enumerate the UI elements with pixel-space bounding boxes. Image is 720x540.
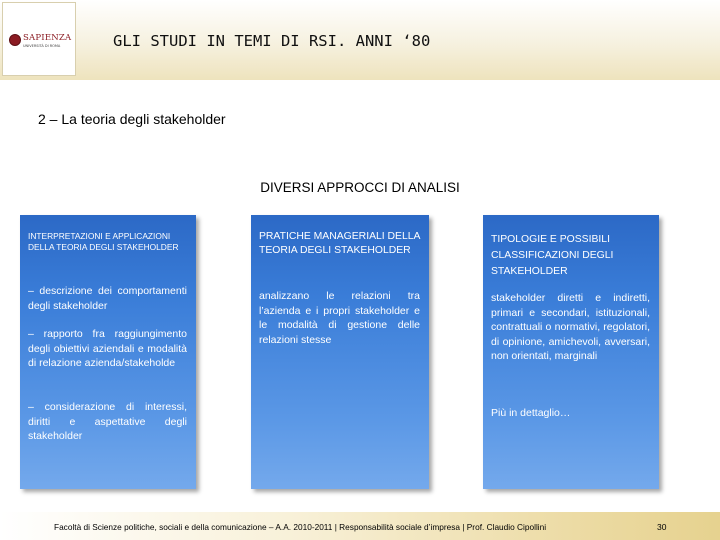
more-detail-link[interactable]: Più in dettaglio… bbox=[491, 407, 571, 419]
panel-item: – descrizione dei comportamenti degli stakeholder bbox=[28, 285, 187, 312]
slide-subtitle: 2 – La teoria degli stakeholder bbox=[38, 111, 226, 127]
panel-title: TIPOLOGIE E POSSIBILI CLASSIFICAZIONI DEGLI STAKEHOLDER bbox=[491, 234, 614, 277]
page-number: 30 bbox=[657, 522, 667, 532]
panel-interpretazioni bbox=[20, 215, 196, 489]
panel-item: – rapporto fra raggiungimento degli obiettivi aziendali e modalità di relazione azienda/stakeholde bbox=[28, 328, 187, 369]
header-band bbox=[0, 0, 720, 80]
section-title: DIVERSI APPROCCI DI ANALISI bbox=[260, 180, 460, 195]
slide-title: GLI STUDI IN TEMI DI RSI. ANNI ‘80 bbox=[113, 32, 431, 50]
panel-pratiche-manageriali bbox=[251, 215, 429, 489]
seal-icon bbox=[9, 34, 21, 46]
footer-band bbox=[0, 512, 720, 540]
panel-title: INTERPRETAZIONI E APPLICAZIONI DELLA TEORIA DEGLI STAKEHOLDER bbox=[28, 231, 179, 252]
panel-tipologie bbox=[483, 215, 659, 489]
panel-title: PRATICHE MANAGERIALI DELLA TEORIA DEGLI STAKEHOLDER bbox=[259, 231, 420, 256]
footer-text: Facoltà di Scienze politiche, sociali e della comunicazione – A.A. 2010-2011 | Responsabilità sociale d’impresa | Prof. Claudio Cipollini bbox=[54, 522, 547, 532]
panel-item: stakeholder diretti e indiretti, primari e secondari, istituzionali, contrattuali o normativi, regolatori, di opinione, amichevoli, avversari, non orientati, marginali bbox=[491, 292, 650, 362]
panel-item: – considerazione di interessi, diritti e aspettative degli stakeholder bbox=[28, 401, 187, 442]
logo-name: SAPIENZA bbox=[23, 33, 72, 43]
logo-subtitle: UNIVERSITÀ DI ROMA bbox=[23, 44, 61, 48]
university-logo bbox=[2, 2, 76, 76]
panel-item: analizzano le relazioni tra l’azienda e i propri stakeholder e le modalità di gestione delle relazioni stesse bbox=[259, 290, 420, 346]
